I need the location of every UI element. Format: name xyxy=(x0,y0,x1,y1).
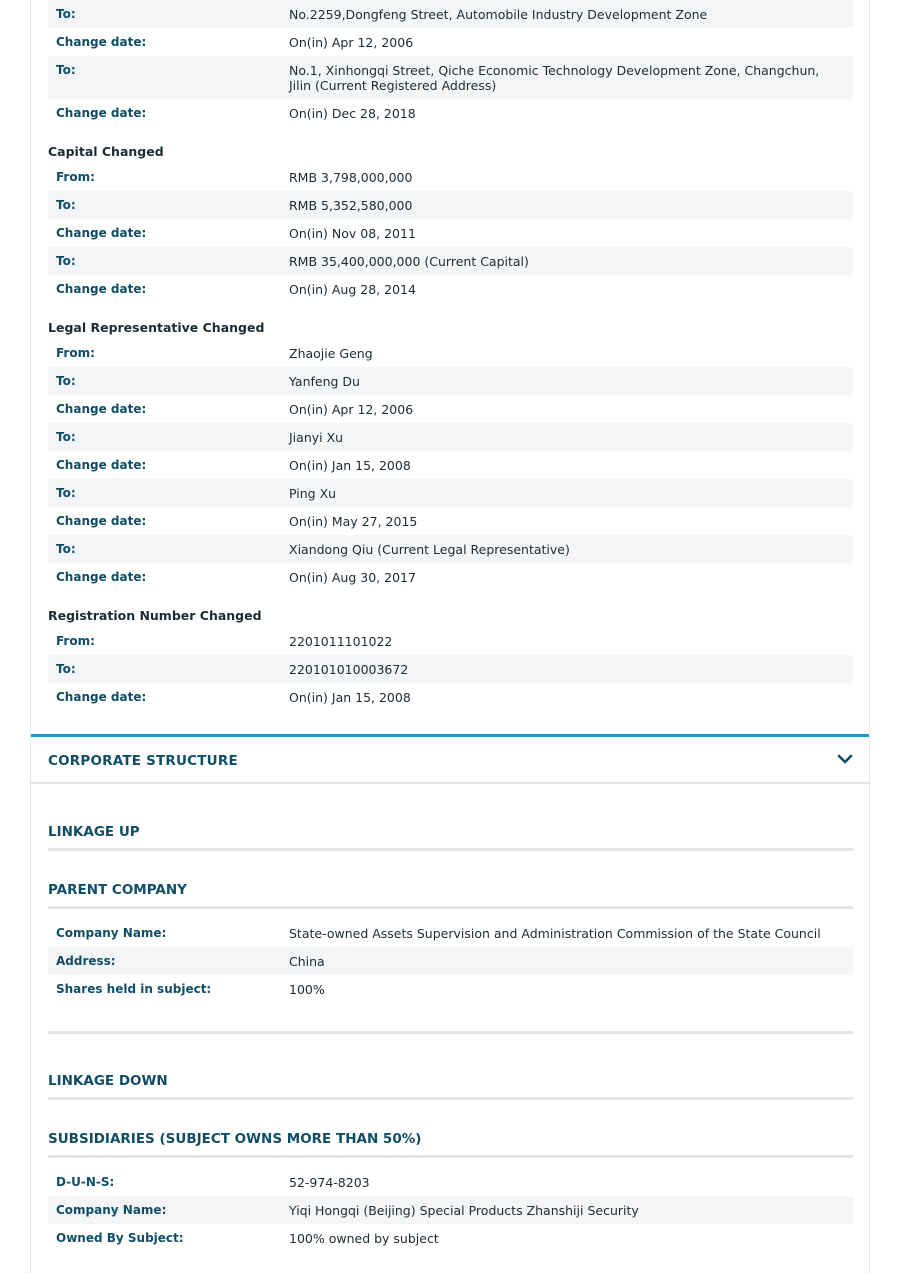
history-row xyxy=(48,56,853,99)
row-label: Change date: xyxy=(56,106,147,120)
history-row xyxy=(48,275,853,303)
section-divider xyxy=(48,1031,853,1034)
row-value: On(in) Apr 12, 2006 xyxy=(289,35,414,50)
row-label: Owned By Subject: xyxy=(56,1231,184,1245)
row-value: 2201011101022 xyxy=(289,634,393,649)
history-row xyxy=(48,219,853,247)
detail-row xyxy=(48,1196,853,1224)
row-label: To: xyxy=(56,542,76,556)
row-value: Jianyi Xu xyxy=(289,430,344,445)
registration-number-changed-title: Registration Number Changed xyxy=(48,608,262,623)
row-label: To: xyxy=(56,63,76,77)
history-row xyxy=(48,507,853,535)
row-value: Xiandong Qiu (Current Legal Representative) xyxy=(289,542,570,557)
history-row xyxy=(48,367,853,395)
subsidiary-details xyxy=(48,1168,853,1252)
history-row xyxy=(48,655,853,683)
row-value: State-owned Assets Supervision and Administration Commission of the State Council xyxy=(289,926,821,941)
history-row xyxy=(48,535,853,563)
corporate-structure-header[interactable] xyxy=(31,734,869,784)
subsidiaries-heading xyxy=(48,1131,853,1158)
row-label: Change date: xyxy=(56,35,147,49)
row-value: On(in) Jan 15, 2008 xyxy=(289,690,411,705)
registered-address-changes xyxy=(48,0,853,711)
row-value: Zhaojie Geng xyxy=(289,346,373,361)
linkage-up-heading xyxy=(48,824,853,851)
detail-row xyxy=(48,975,853,1003)
row-value: RMB 3,798,000,000 xyxy=(289,170,413,185)
row-label: D-U-N-S: xyxy=(56,1175,115,1189)
detail-row xyxy=(48,947,853,975)
row-label: Change date: xyxy=(56,690,147,704)
row-value: 220101010003672 xyxy=(289,662,409,677)
history-row xyxy=(48,395,853,423)
row-label: Change date: xyxy=(56,226,147,240)
history-row xyxy=(48,99,853,127)
history-row xyxy=(48,163,853,191)
company-profile-panel xyxy=(30,0,870,1273)
row-label: To: xyxy=(56,7,76,21)
row-value: On(in) Nov 08, 2011 xyxy=(289,226,416,241)
row-value: No.1, Xinhongqi Street, Qiche Economic Technology Development Zone, Changchun, Jilin (Current Registered Address) xyxy=(289,63,820,93)
row-value: China xyxy=(289,954,325,969)
row-value: On(in) Apr 12, 2006 xyxy=(289,402,414,417)
parent-company-details xyxy=(48,919,853,1003)
row-label: Address: xyxy=(56,954,116,968)
history-row xyxy=(48,479,853,507)
detail-row xyxy=(48,1168,853,1196)
row-value: Yiqi Hongqi (Beijing) Special Products Zhanshiji Security xyxy=(289,1203,639,1218)
row-value: Yanfeng Du xyxy=(289,374,360,389)
history-row xyxy=(48,247,853,275)
row-value: 52-974-8203 xyxy=(289,1175,370,1190)
row-label: Company Name: xyxy=(56,926,167,940)
row-label: Change date: xyxy=(56,458,147,472)
row-label: To: xyxy=(56,662,76,676)
row-label: Change date: xyxy=(56,282,147,296)
linkage-down-label: LINKAGE DOWN xyxy=(48,1073,168,1089)
row-value: 100% owned by subject xyxy=(289,1231,439,1246)
parent-company-heading xyxy=(48,882,853,909)
history-row xyxy=(48,0,853,28)
row-label: Change date: xyxy=(56,514,147,528)
chevron-down-icon[interactable] xyxy=(837,753,853,765)
row-value: On(in) Jan 15, 2008 xyxy=(289,458,411,473)
row-value: On(in) Aug 28, 2014 xyxy=(289,282,416,297)
history-row xyxy=(48,627,853,655)
row-value: On(in) May 27, 2015 xyxy=(289,514,418,529)
parent-company-label: PARENT COMPANY xyxy=(48,882,187,898)
history-row xyxy=(48,339,853,367)
row-label: To: xyxy=(56,486,76,500)
row-label: Change date: xyxy=(56,402,147,416)
row-label: To: xyxy=(56,198,76,212)
row-value: Ping Xu xyxy=(289,486,337,501)
linkage-up-label: LINKAGE UP xyxy=(48,824,140,840)
detail-row xyxy=(48,1224,853,1252)
row-label: Company Name: xyxy=(56,1203,167,1217)
history-row xyxy=(48,683,853,711)
row-value: On(in) Dec 28, 2018 xyxy=(289,106,416,121)
corporate-structure-title: CORPORATE STRUCTURE xyxy=(48,753,238,769)
history-row xyxy=(48,28,853,56)
subsidiaries-label: SUBSIDIARIES (SUBJECT OWNS MORE THAN 50%) xyxy=(48,1131,422,1147)
row-label: To: xyxy=(56,254,76,268)
row-label: To: xyxy=(56,374,76,388)
linkage-down-heading xyxy=(48,1073,853,1100)
capital-changed-title: Capital Changed xyxy=(48,144,164,159)
history-row xyxy=(48,563,853,591)
row-value: RMB 35,400,000,000 (Current Capital) xyxy=(289,254,529,269)
row-label: From: xyxy=(56,170,95,184)
row-label: From: xyxy=(56,346,95,360)
row-value: 100% xyxy=(289,982,325,997)
row-label: To: xyxy=(56,430,76,444)
row-label: Shares held in subject: xyxy=(56,982,212,996)
row-value: On(in) Aug 30, 2017 xyxy=(289,570,416,585)
history-row xyxy=(48,423,853,451)
legal-rep-changed-title: Legal Representative Changed xyxy=(48,320,265,335)
row-label: Change date: xyxy=(56,570,147,584)
detail-row xyxy=(48,919,853,947)
history-row xyxy=(48,451,853,479)
row-value: No.2259,Dongfeng Street, Automobile Industry Development Zone xyxy=(289,7,708,22)
row-label: From: xyxy=(56,634,95,648)
history-row xyxy=(48,191,853,219)
row-value: RMB 5,352,580,000 xyxy=(289,198,413,213)
